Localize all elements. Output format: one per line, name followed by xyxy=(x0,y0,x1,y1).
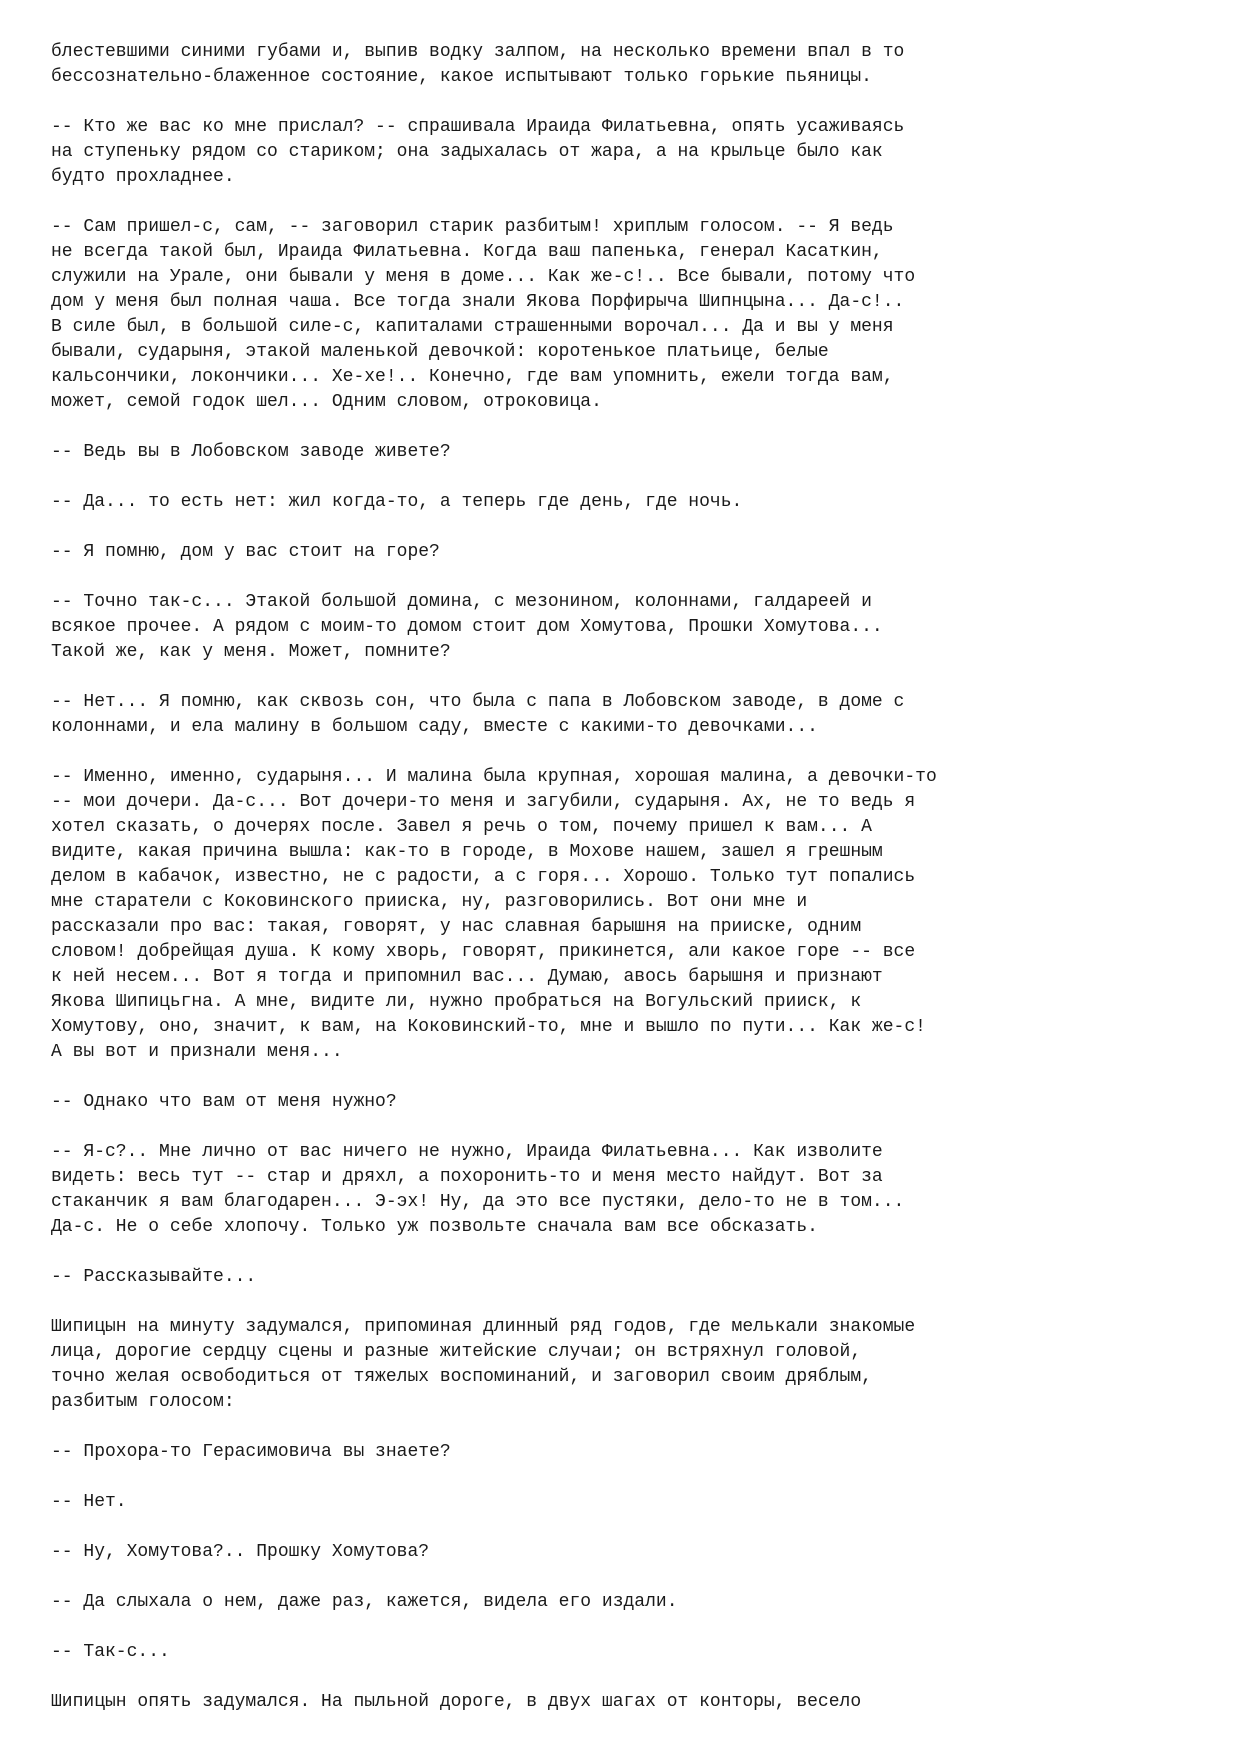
paragraph xyxy=(51,440,1211,465)
paragraph xyxy=(51,1640,1211,1665)
text-line: Шипицын на минуту задумался, припоминая длинный ряд годов, где мелькали знакомые xyxy=(51,1317,916,1337)
paragraph xyxy=(51,590,1211,665)
text-line: на ступеньку рядом со стариком; она задыхалась от жара, а на крыльце было как xyxy=(51,142,883,162)
text-line: словом! добрейщая душа. К кому хворь, говорят, прикинется, али какое горе -- все xyxy=(51,942,916,962)
text-line: Шипицын опять задумался. На пыльной дороге, в двух шагах от конторы, весело xyxy=(51,1692,862,1712)
text-line: будто прохладнее. xyxy=(51,167,235,187)
text-line: блестевшими синими губами и, выпив водку залпом, на несколько времени впал в то xyxy=(51,42,905,62)
text-line: кальсончики, локончики... Хе-хе!.. Конечно, где вам упомнить, ежели тогда вам, xyxy=(51,367,894,387)
text-line: точно желая освободиться от тяжелых воспоминаний, и заговорил своим дряблым, xyxy=(51,1367,872,1387)
text-line: бывали, сударыня, этакой маленькой девочкой: коротенькое платьице, белые xyxy=(51,342,829,362)
text-line: Хомутову, оно, значит, к вам, на Коковинский-то, мне и вышло по пути... Как же-с! xyxy=(51,1017,926,1037)
text-line: лица, дорогие сердцу сцены и разные житейские случаи; он встряхнул головой, xyxy=(51,1342,862,1362)
text-line: -- Точно так-с... Этакой большой домина, с мезонином, колоннами, галдареей и xyxy=(51,592,872,612)
text-line: -- Прохора-то Герасимовича вы знаете? xyxy=(51,1442,451,1462)
text-line: стаканчик я вам благодарен... Э-эх! Ну, да это все пустяки, дело-то не в том... xyxy=(51,1192,905,1212)
paragraph xyxy=(51,1590,1211,1615)
text-line: -- Я-с?.. Мне лично от вас ничего не нужно, Ираида Филатьевна... Как изволите xyxy=(51,1142,883,1162)
text-line: к ней несем... Вот я тогда и припомнил вас... Думаю, авось барышня и признают xyxy=(51,967,883,987)
text-line: -- Однако что вам от меня нужно? xyxy=(51,1092,397,1112)
text-line: -- Я помню, дом у вас стоит на горе? xyxy=(51,542,440,562)
text-line: -- Ну, Хомутова?.. Прошку Хомутова? xyxy=(51,1542,430,1562)
text-line: -- Да... то есть нет: жил когда-то, а теперь где день, где ночь. xyxy=(51,492,743,512)
text-line: -- Сам пришел-с, сам, -- заговорил старик разбитым! хриплым голосом. -- Я ведь xyxy=(51,217,894,237)
text-line: -- Ведь вы в Лобовском заводе живете? xyxy=(51,442,451,462)
text-line: А вы вот и признали меня... xyxy=(51,1042,343,1062)
text-line: Такой же, как у меня. Может, помните? xyxy=(51,642,451,662)
paragraph xyxy=(51,1090,1211,1115)
paragraph xyxy=(51,40,1211,90)
text-line: -- Нет... Я помню, как сквозь сон, что была с папа в Лобовском заводе, в доме с xyxy=(51,692,905,712)
text-line: служили на Урале, они бывали у меня в доме... Как же-с!.. Все бывали, потому что xyxy=(51,267,916,287)
text-line: дом у меня был полная чаша. Все тогда знали Якова Порфирыча Шипнцына... Да-с!.. xyxy=(51,292,905,312)
paragraph xyxy=(51,1315,1211,1415)
text-line: -- Кто же вас ко мне прислал? -- спрашивала Ираида Филатьевна, опять усаживаясь xyxy=(51,117,905,137)
paragraph xyxy=(51,1265,1211,1290)
paragraph xyxy=(51,1140,1211,1240)
text-line: -- Именно, именно, сударыня... И малина была крупная, хорошая малина, а девочки-то xyxy=(51,767,937,787)
text-line: может, семой годок шел... Одним словом, отроковица. xyxy=(51,392,602,412)
text-line: колоннами, и ела малину в большом саду, вместе с какими-то девочками... xyxy=(51,717,818,737)
text-line: -- Нет. xyxy=(51,1492,127,1512)
text-line: Да-с. Не о себе хлопочу. Только уж позвольте сначала вам все обсказать. xyxy=(51,1217,818,1237)
paragraph xyxy=(51,1690,1211,1715)
paragraph xyxy=(51,540,1211,565)
document-text-body xyxy=(51,40,1211,1740)
text-line: видите, какая причина вышла: как-то в городе, в Мохове нашем, зашел я грешным xyxy=(51,842,883,862)
text-line: делом в кабачок, известно, не с радости, а с горя... Хорошо. Только тут попались xyxy=(51,867,916,887)
paragraph xyxy=(51,1490,1211,1515)
text-line: хотел сказать, о дочерях после. Завел я речь о том, почему пришел к вам... А xyxy=(51,817,872,837)
text-line: бессознательно-блаженное состояние, какое испытывают только горькие пьяницы. xyxy=(51,67,872,87)
text-line: видеть: весь тут -- стар и дряхл, а похоронить-то и меня место найдут. Вот за xyxy=(51,1167,883,1187)
text-line: разбитым голосом: xyxy=(51,1392,235,1412)
paragraph xyxy=(51,765,1211,1065)
text-line: В силе был, в большой силе-с, капиталами страшенными ворочал... Да и вы у меня xyxy=(51,317,894,337)
text-line: -- мои дочери. Да-с... Вот дочери-то меня и загубили, сударыня. Ах, не то ведь я xyxy=(51,792,916,812)
text-line: не всегда такой был, Ираида Филатьевна. Когда ваш папенька, генерал Касаткин, xyxy=(51,242,883,262)
paragraph xyxy=(51,490,1211,515)
paragraph xyxy=(51,215,1211,415)
text-line: рассказали про вас: такая, говорят, у нас славная барышня на прииске, одним xyxy=(51,917,862,937)
paragraph xyxy=(51,115,1211,190)
text-line: -- Да слыхала о нем, даже раз, кажется, видела его издали. xyxy=(51,1592,678,1612)
paragraph xyxy=(51,690,1211,740)
text-line: всякое прочее. А рядом с моим-то домом стоит дом Хомутова, Прошки Хомутова... xyxy=(51,617,883,637)
text-line: -- Рассказывайте... xyxy=(51,1267,257,1287)
text-line: -- Так-с... xyxy=(51,1642,170,1662)
text-line: мне старатели с Коковинского прииска, ну, разговорились. Вот они мне и xyxy=(51,892,808,912)
paragraph xyxy=(51,1440,1211,1465)
text-line: Якова Шипицьгна. А мне, видите ли, нужно пробраться на Вогульский прииск, к xyxy=(51,992,862,1012)
paragraph xyxy=(51,1540,1211,1565)
